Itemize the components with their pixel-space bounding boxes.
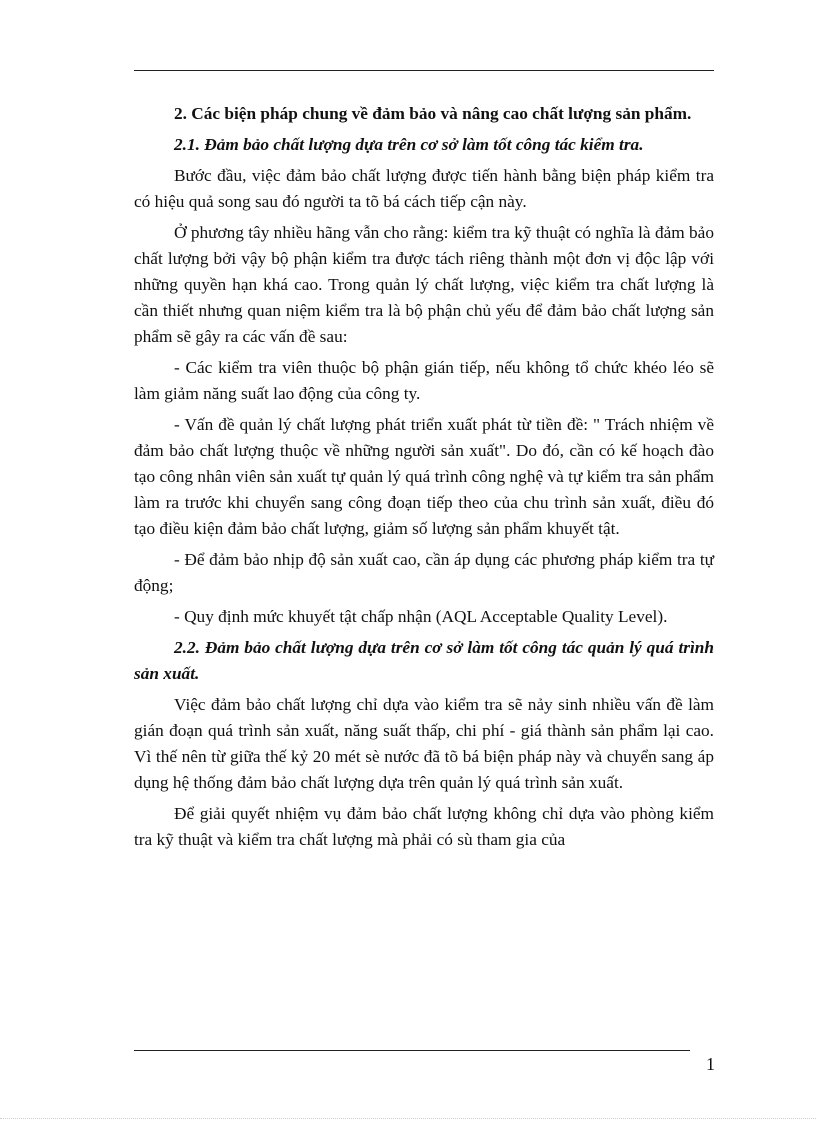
section-heading: 2. Các biện pháp chung về đảm bảo và nâng cao chất lượng sản phẩm.: [174, 104, 692, 123]
subsection-heading-1: 2.1. Đảm bảo chất lượng dựa trên cơ sở làm tốt công tác kiểm tra.: [174, 135, 644, 154]
list-item: - Quy định mức khuyết tật chấp nhận (AQL Acceptable Quality Level).: [174, 607, 668, 626]
paragraph: Bước đầu, việc đảm bảo chất lượng được tiến hành bằng biện pháp kiểm tra có hiệu quả song sau đó người ta tõ bá cách tiếp cận này.: [134, 166, 714, 211]
list-item: - Để đảm bảo nhịp độ sản xuất cao, cần áp dụng các phương pháp kiểm tra tự động;: [134, 550, 714, 595]
footer-rule: [134, 1050, 690, 1051]
page-number: 1: [706, 1054, 715, 1074]
paragraph: Để giải quyết nhiệm vụ đảm bảo chất lượng không chỉ dựa vào phòng kiểm tra kỹ thuật và kiểm tra chất lượng mà phải có sù tham gia của: [134, 804, 714, 849]
subsection-heading-2: 2.2. Đảm bảo chất lượng dựa trên cơ sở làm tốt công tác quản lý quá trình sản xuất.: [134, 638, 714, 683]
paragraph: Ở phương tây nhiều hãng vẫn cho rằng: kiểm tra kỹ thuật có nghĩa là đảm bảo chất lượng bởi vậy bộ phận kiểm tra được tách riêng thành một đơn vị độc lập với những quyền hạn khá cao. Trong quản lý chất lượng, việc kiểm tra chất lượng là cần thiết nhưng quan niệm kiểm tra là bộ phận chủ yếu để đảm bảo chất lượng sản phẩm sẽ gây ra các vấn đề sau:: [134, 223, 714, 346]
list-item: - Các kiểm tra viên thuộc bộ phận gián tiếp, nếu không tổ chức khéo léo sẽ làm giảm năng suất lao động của công ty.: [134, 358, 714, 403]
header-rule: [134, 70, 714, 71]
paragraph: Việc đảm bảo chất lượng chỉ dựa vào kiểm tra sẽ nảy sinh nhiều vấn đề làm gián đoạn quá trình sản xuất, năng suất thấp, chi phí - giá thành sản phẩm lại cao. Vì thế nên từ giữa thế kỷ 20 mét sè nước đã tõ bá biện pháp này và chuyển sang áp dụng hệ thống đảm bảo chất lượng dựa trên quản lý quá trình sản xuất.: [134, 695, 714, 792]
list-item: - Vấn đề quản lý chất lượng phát triển xuất phát từ tiền đề: " Trách nhiệm về đảm bảo chất lượng thuộc về những người sản xuất". Do đó, cần có kế hoạch đào tạo công nhân viên sản xuất tự quản lý quá trình công nghệ và tự kiểm tra sản phẩm làm ra trước khi chuyển sang công đoạn tiếp theo của chu trình sản xuất, điều đó tạo điều kiện đảm bảo chất lượng, giảm số lượng sản phẩm khuyết tật.: [134, 415, 714, 538]
document-body: [134, 101, 714, 858]
page-edge: [0, 1118, 816, 1119]
